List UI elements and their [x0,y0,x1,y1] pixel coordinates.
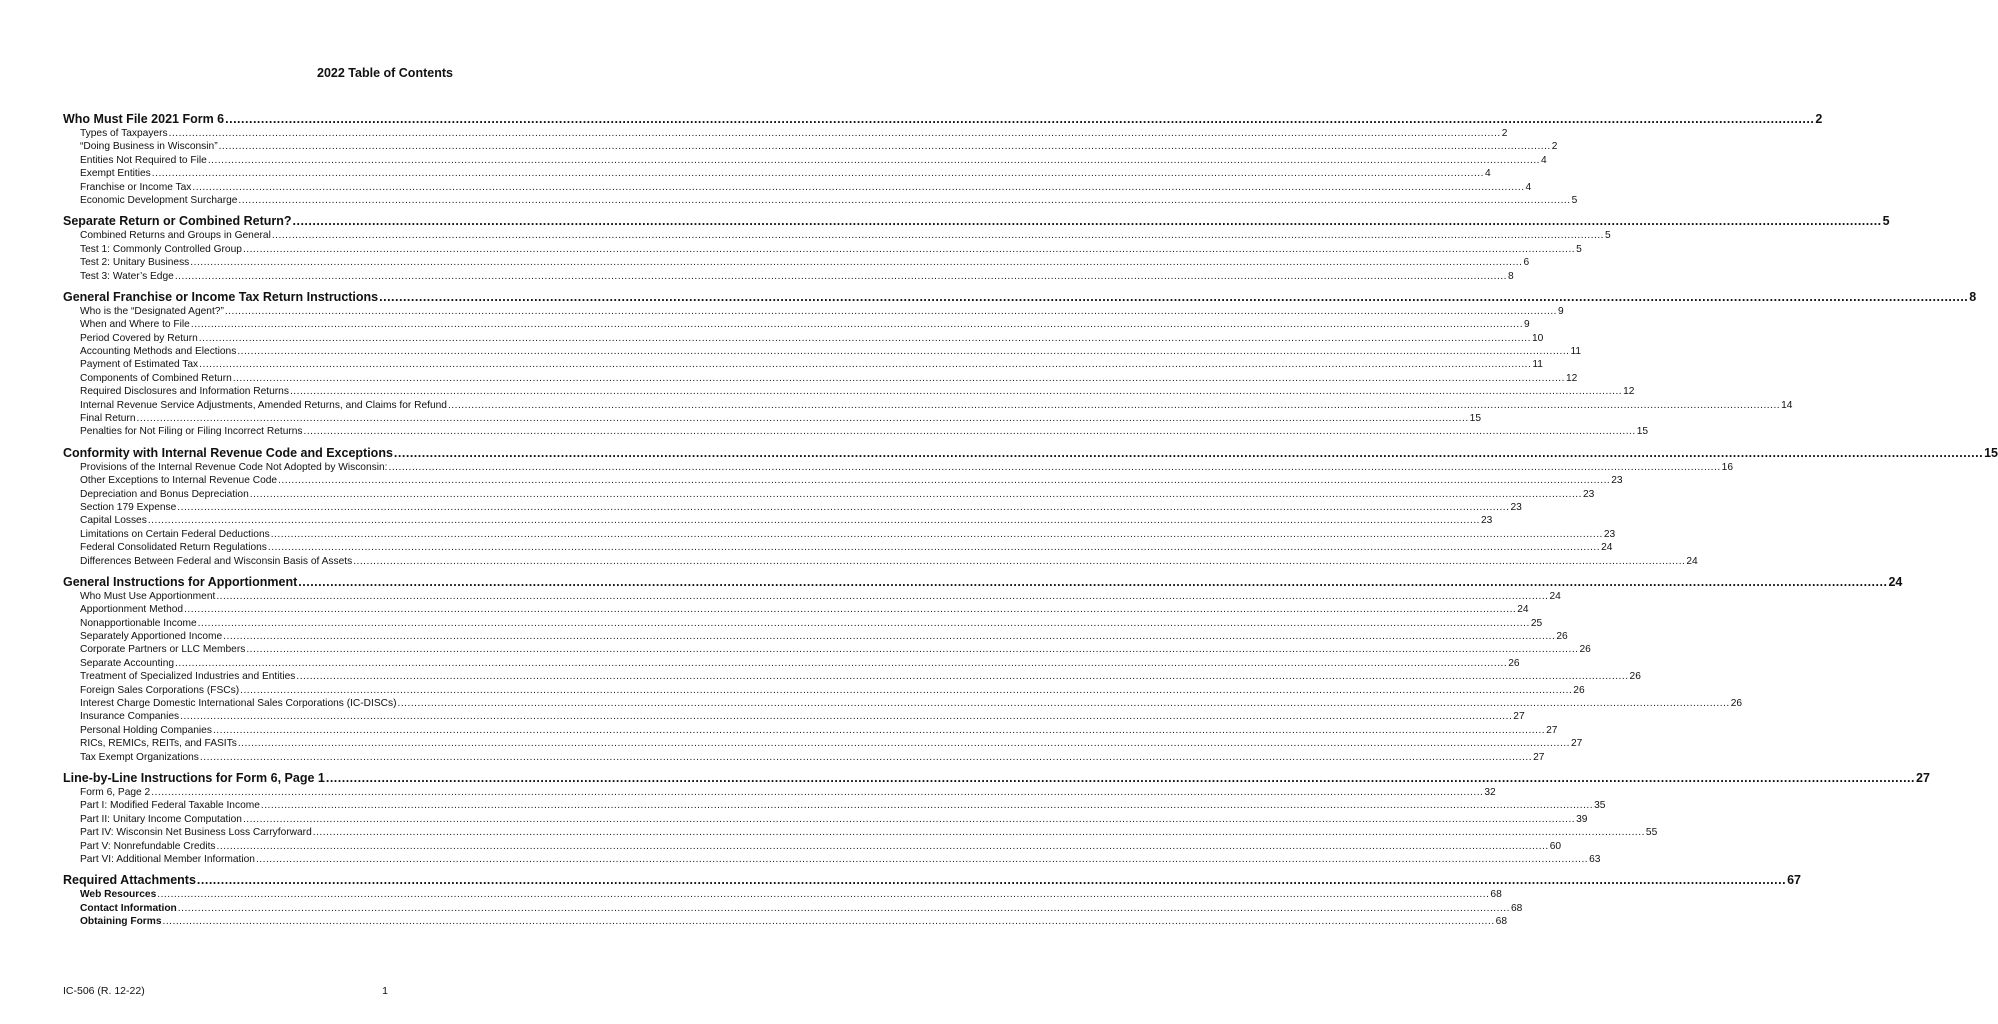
dot-leader: ................................................................................................................................................................................................................................................................................................................................................................................................................ [298,574,1888,589]
toc-entry-page: 4 [1541,154,1547,166]
toc-entry-page: 2 [1551,141,1558,153]
toc-entry-page: 68 [1495,916,1508,928]
toc-entry[interactable] [63,412,1482,425]
dot-leader: ................................................................................................................................................................................................................................................................................................................................................................................................................ [237,346,1570,358]
toc-entry-page: 9 [1524,319,1530,331]
toc-entry-page: 68 [1510,902,1523,914]
toc-entry-label: Combined Returns and Groups in General [80,230,271,242]
toc-entry[interactable] [63,786,1496,799]
toc-entry[interactable] [63,799,1606,812]
dot-leader: ................................................................................................................................................................................................................................................................................................................................................................................................................ [207,154,1541,166]
toc-entry-page: 55 [1645,827,1658,839]
toc-section[interactable] [63,445,1998,461]
toc-entry-page: 15 [1636,426,1649,438]
dot-leader: ................................................................................................................................................................................................................................................................................................................................................................................................................ [224,305,1558,317]
toc-section-label: Required Attachments [63,873,196,888]
dot-leader: ................................................................................................................................................................................................................................................................................................................................................................................................................ [168,127,1501,139]
toc-entry-page: 63 [1589,853,1601,865]
toc-entry-label: Internal Revenue Service Adjustments, Amended Returns, and Claims for Refund [80,399,447,411]
toc-entry[interactable] [63,710,1525,723]
toc-entry-page: 16 [1721,461,1734,473]
toc-entry-page: 23 [1611,475,1623,487]
toc-entry-label: Required Disclosures and Information Returns [80,386,289,398]
toc-entry[interactable] [63,902,1523,915]
toc-entry[interactable] [63,541,1613,554]
dot-leader: ................................................................................................................................................................................................................................................................................................................................................................................................................ [246,644,1579,656]
toc-entry-page: 4 [1484,168,1491,180]
toc-entry-label: Test 3: Water’s Edge [80,270,174,282]
toc-entry[interactable] [63,617,1543,630]
toc-entry[interactable] [63,684,1585,697]
dot-leader: ................................................................................................................................................................................................................................................................................................................................................................................................................ [267,542,1601,554]
dot-leader: ................................................................................................................................................................................................................................................................................................................................................................................................................ [388,461,1721,473]
toc-entry-page: 26 [1573,684,1585,696]
toc-entry-page: 35 [1594,800,1606,812]
toc-entry[interactable] [63,751,1545,764]
toc-entry[interactable] [63,888,1502,901]
toc-entry-page: 26 [1629,671,1641,683]
toc-section-page: 67 [1787,873,1801,888]
toc-entry[interactable] [63,194,1578,207]
toc-entry-page: 23 [1510,501,1522,513]
dot-leader: ................................................................................................................................................................................................................................................................................................................................................................................................................ [325,771,1916,786]
dot-leader: ................................................................................................................................................................................................................................................................................................................................................................................................................ [447,399,1781,411]
dot-leader: ................................................................................................................................................................................................................................................................................................................................................................................................................ [218,141,1551,153]
toc-entry-page: 26 [1508,657,1520,669]
toc-section[interactable] [63,112,1823,127]
toc-entry[interactable] [63,243,1582,256]
dot-leader: ................................................................................................................................................................................................................................................................................................................................................................................................................ [225,112,1815,126]
page-title: 2022 Table of Contents [317,66,453,80]
toc-entry[interactable] [63,644,1591,657]
toc-entry-label: Form 6, Page 2 [80,787,151,798]
toc-entry[interactable] [63,737,1583,750]
toc-entry[interactable] [63,826,1658,839]
dot-leader: ................................................................................................................................................................................................................................................................................................................................................................................................................ [238,194,1571,206]
toc-section-page: 5 [1882,214,1890,229]
toc-entry-label: Section 179 Expense [80,501,177,513]
toc-entry-page: 32 [1484,787,1496,798]
toc-entry-label: Franchise or Income Tax [80,181,192,193]
toc-entry-label: Other Exceptions to Internal Revenue Code [80,475,278,487]
dot-leader: ................................................................................................................................................................................................................................................................................................................................................................................................................ [255,853,1589,865]
dot-leader: ................................................................................................................................................................................................................................................................................................................................................................................................................ [303,426,1636,438]
toc-entry-label: Who Must Use Apportionment [80,590,216,602]
toc-entry-label: Economic Development Surcharge [80,194,238,206]
toc-entry-label: Contact Information [80,902,177,914]
toc-entry-page: 11 [1570,346,1582,358]
dot-leader: ................................................................................................................................................................................................................................................................................................................................................................................................................ [157,889,1490,901]
toc-section-page: 2 [1815,112,1823,126]
dot-leader: ................................................................................................................................................................................................................................................................................................................................................................................................................ [237,738,1570,750]
dot-leader: ................................................................................................................................................................................................................................................................................................................................................................................................................ [270,528,1603,540]
dot-leader: ................................................................................................................................................................................................................................................................................................................................................................................................................ [196,873,1787,888]
toc-section-page: 8 [1969,289,1977,304]
dot-leader: ................................................................................................................................................................................................................................................................................................................................................................................................................ [199,359,1532,371]
dot-leader: ................................................................................................................................................................................................................................................................................................................................................................................................................ [278,475,1611,487]
toc-entry-page: 39 [1576,813,1588,825]
toc-section[interactable] [63,214,1890,229]
toc-entry-page: 26 [1556,631,1568,643]
toc-entry[interactable] [63,555,1698,568]
toc-entry-label: Insurance Companies [80,711,180,723]
toc-entry-page: 24 [1601,542,1613,554]
toc-entry-label: Depreciation and Bonus Depreciation [80,488,249,500]
toc-entry[interactable] [63,840,1562,853]
toc-section-label: General Instructions for Apportionment [63,574,298,589]
dot-leader: ................................................................................................................................................................................................................................................................................................................................................................................................................ [174,270,1507,282]
toc-entry[interactable] [63,915,1508,928]
toc-entry-label: Part IV: Wisconsin Net Business Loss Carryforward [80,827,312,839]
dot-leader: ................................................................................................................................................................................................................................................................................................................................................................................................................ [242,243,1576,255]
dot-leader: ................................................................................................................................................................................................................................................................................................................................................................................................................ [292,214,1882,229]
toc-entry-page: 26 [1579,644,1591,656]
toc-entry-page: 24 [1517,604,1529,616]
toc-entry[interactable] [63,590,1561,603]
toc-entry[interactable] [63,399,1793,412]
toc-entry-label: Personal Holding Companies [80,724,212,736]
toc-entry-label: Exempt Entities [80,168,151,180]
toc-entry[interactable] [63,345,1582,358]
dot-leader: ................................................................................................................................................................................................................................................................................................................................................................................................................ [393,445,1984,460]
dot-leader: ................................................................................................................................................................................................................................................................................................................................................................................................................ [151,168,1484,180]
toc-entry-label: Capital Losses [80,515,147,527]
toc-entry-page: 60 [1549,840,1562,852]
toc-entry-label: Corporate Partners or LLC Members [80,644,246,656]
toc-entry[interactable] [63,127,1508,140]
dot-leader: ................................................................................................................................................................................................................................................................................................................................................................................................................ [232,372,1565,384]
toc-entry-label: Payment of Estimated Tax [80,359,199,371]
dot-leader: ................................................................................................................................................................................................................................................................................................................................................................................................................ [242,813,1576,825]
toc-entry-label: “Doing Business in Wisconsin” [80,141,218,153]
dot-leader: ................................................................................................................................................................................................................................................................................................................................................................................................................ [379,289,1969,304]
toc-entry-label: Federal Consolidated Return Regulations [80,542,267,554]
toc-entry-label: Treatment of Specialized Industries and Entities [80,671,296,683]
toc-entry-label: Part VI: Additional Member Information [80,853,255,865]
toc-entry-page: 5 [1571,194,1578,206]
toc-entry[interactable] [63,514,1493,527]
toc-entry[interactable] [63,270,1514,283]
toc-entry-label: Part I: Modified Federal Taxable Income [80,800,260,812]
toc-entry-page: 27 [1513,711,1525,723]
toc-section-page: 15 [1984,445,1998,460]
toc-entry[interactable] [63,603,1529,616]
dot-leader: ................................................................................................................................................................................................................................................................................................................................................................................................................ [180,711,1513,723]
toc-section-label: Line-by-Line Instructions for Form 6, Page 1 [63,771,325,786]
toc-entry-page: 4 [1525,181,1532,193]
toc-entry-label: Part II: Unitary Income Computation [80,813,242,825]
toc-entry[interactable] [63,697,1743,710]
toc-entry-label: Separate Accounting [80,657,175,669]
toc-entry[interactable] [63,670,1641,683]
dot-leader: ................................................................................................................................................................................................................................................................................................................................................................................................................ [223,631,1556,643]
toc-entry-page: 6 [1523,257,1530,269]
toc-section-label: Conformity with Internal Revenue Code and Exceptions [63,445,393,460]
toc-entry-label: Apportionment Method [80,604,184,616]
toc-entry-label: Differences Between Federal and Wisconsin Basis of Assets [80,555,353,567]
toc-entry-label: Test 2: Unitary Business [80,257,190,269]
toc-entry-page: 27 [1546,724,1558,736]
toc-entry-label: Provisions of the Internal Revenue Code Not Adopted by Wisconsin: [80,461,388,473]
toc-entry[interactable] [63,372,1578,385]
toc-entry-page: 27 [1570,738,1583,750]
dot-leader: ................................................................................................................................................................................................................................................................................................................................................................................................................ [216,590,1549,602]
dot-leader: ................................................................................................................................................................................................................................................................................................................................................................................................................ [190,319,1524,331]
toc-entry-label: Period Covered by Return [80,332,198,344]
toc-entry-label: Part V: Nonrefundable Credits [80,840,216,852]
toc-section-page: 24 [1888,574,1903,589]
toc-entry-label: Accounting Methods and Elections [80,346,237,358]
toc-section-page: 27 [1916,771,1930,786]
dot-leader: ................................................................................................................................................................................................................................................................................................................................................................................................................ [177,902,1510,914]
toc-entry-label: Limitations on Certain Federal Deductions [80,528,270,540]
toc-entry[interactable] [63,385,1635,398]
dot-leader: ................................................................................................................................................................................................................................................................................................................................................................................................................ [199,751,1533,763]
toc-entry-page: 27 [1533,751,1545,763]
toc-entry-label: When and Where to File [80,319,190,331]
toc-entry-page: 9 [1558,305,1564,317]
toc-entry-label: Nonapportionable Income [80,617,197,629]
toc-entry[interactable] [63,813,1588,826]
toc-entry-page: 68 [1490,889,1502,901]
toc-entry[interactable] [63,154,1547,167]
dot-leader: ................................................................................................................................................................................................................................................................................................................................................................................................................ [177,501,1510,513]
toc-entry-label: Entities Not Required to File [80,154,207,166]
dot-leader: ................................................................................................................................................................................................................................................................................................................................................................................................................ [184,604,1517,616]
table-of-contents [63,112,1998,929]
toc-entry[interactable] [63,528,1616,541]
toc-entry[interactable] [63,332,1544,345]
toc-entry-label: Who is the “Designated Agent?” [80,305,224,317]
dot-leader: ................................................................................................................................................................................................................................................................................................................................................................................................................ [197,617,1530,629]
toc-entry[interactable] [63,318,1530,331]
toc-entry-page: 23 [1481,515,1493,527]
dot-leader: ................................................................................................................................................................................................................................................................................................................................................................................................................ [147,515,1480,527]
toc-entry-page: 11 [1532,359,1543,371]
dot-leader: ................................................................................................................................................................................................................................................................................................................................................................................................................ [249,488,1582,500]
toc-entry-page: 25 [1530,617,1543,629]
toc-entry-page: 5 [1605,230,1611,242]
toc-entry-label: Interest Charge Domestic International Sales Corporations (IC-DISCs) [80,698,397,710]
toc-entry-page: 10 [1531,332,1544,344]
toc-entry-label: Tax Exempt Organizations [80,751,199,763]
toc-entry-page: 14 [1781,399,1793,411]
toc-entry-label: Web Resources [80,889,157,901]
toc-entry[interactable] [63,474,1623,487]
dot-leader: ................................................................................................................................................................................................................................................................................................................................................................................................................ [175,657,1508,669]
toc-entry[interactable] [63,305,1564,318]
toc-entry-label: Separately Apportioned Income [80,631,223,643]
toc-entry-page: 2 [1501,127,1508,139]
dot-leader: ................................................................................................................................................................................................................................................................................................................................................................................................................ [151,787,1484,798]
toc-entry-page: 5 [1576,243,1582,255]
dot-leader: ................................................................................................................................................................................................................................................................................................................................................................................................................ [216,840,1549,852]
toc-entry[interactable] [63,181,1532,194]
toc-section[interactable] [63,289,1977,305]
toc-entry[interactable] [63,461,1734,474]
toc-entry[interactable] [63,853,1601,866]
toc-entry-label: Obtaining Forms [80,916,162,928]
toc-entry[interactable] [63,724,1558,737]
toc-entry[interactable] [63,657,1520,670]
toc-entry-label: RICs, REMICs, REITs, and FASITs [80,738,237,750]
dot-leader: ................................................................................................................................................................................................................................................................................................................................................................................................................ [240,684,1573,696]
toc-entry-page: 24 [1686,555,1698,567]
dot-leader: ................................................................................................................................................................................................................................................................................................................................................................................................................ [397,698,1730,710]
dot-leader: ................................................................................................................................................................................................................................................................................................................................................................................................................ [162,916,1495,928]
toc-entry-page: 26 [1730,698,1743,710]
toc-section[interactable] [63,771,1930,786]
dot-leader: ................................................................................................................................................................................................................................................................................................................................................................................................................ [296,671,1629,683]
toc-entry[interactable] [63,425,1649,438]
toc-entry-label: Components of Combined Return [80,372,232,384]
toc-entry[interactable] [63,501,1522,514]
toc-section[interactable] [63,574,1903,590]
dot-leader: ................................................................................................................................................................................................................................................................................................................................................................................................................ [136,413,1469,425]
toc-entry-page: 12 [1623,386,1635,398]
toc-entry-label: Foreign Sales Corporations (FSCs) [80,684,240,696]
dot-leader: ................................................................................................................................................................................................................................................................................................................................................................................................................ [271,230,1605,242]
toc-entry[interactable] [63,229,1611,242]
toc-entry-label: Types of Taxpayers [80,127,168,139]
toc-entry[interactable] [63,630,1568,643]
dot-leader: ................................................................................................................................................................................................................................................................................................................................................................................................................ [190,257,1523,269]
toc-entry-page: 23 [1582,488,1595,500]
toc-section-label: Who Must File 2021 Form 6 [63,112,225,126]
toc-section[interactable] [63,873,1801,888]
toc-entry-label: Penalties for Not Filing or Filing Incorrect Returns [80,426,303,438]
toc-entry-label: Test 1: Commonly Controlled Group [80,243,242,255]
toc-entry[interactable] [63,140,1558,153]
toc-entry[interactable] [63,167,1491,180]
toc-entry-page: 15 [1469,413,1482,425]
page-number: 1 [382,985,388,997]
toc-entry[interactable] [63,488,1595,501]
dot-leader: ................................................................................................................................................................................................................................................................................................................................................................................................................ [289,386,1623,398]
dot-leader: ................................................................................................................................................................................................................................................................................................................................................................................................................ [353,555,1686,567]
toc-entry-label: Final Return [80,413,136,425]
dot-leader: ................................................................................................................................................................................................................................................................................................................................................................................................................ [212,724,1546,736]
toc-section-label: Separate Return or Combined Return? [63,214,292,229]
toc-entry-page: 8 [1507,270,1514,282]
toc-section-label: General Franchise or Income Tax Return Instructions [63,289,379,304]
dot-leader: ................................................................................................................................................................................................................................................................................................................................................................................................................ [198,332,1531,344]
dot-leader: ................................................................................................................................................................................................................................................................................................................................................................................................................ [260,800,1594,812]
toc-entry[interactable] [63,256,1530,269]
toc-entry-page: 12 [1565,372,1578,384]
dot-leader: ................................................................................................................................................................................................................................................................................................................................................................................................................ [312,827,1645,839]
toc-entry[interactable] [63,358,1543,371]
dot-leader: ................................................................................................................................................................................................................................................................................................................................................................................................................ [192,181,1525,193]
toc-entry-page: 24 [1549,590,1561,602]
form-id: IC-506 (R. 12-22) [63,985,145,997]
toc-entry-page: 23 [1603,528,1616,540]
